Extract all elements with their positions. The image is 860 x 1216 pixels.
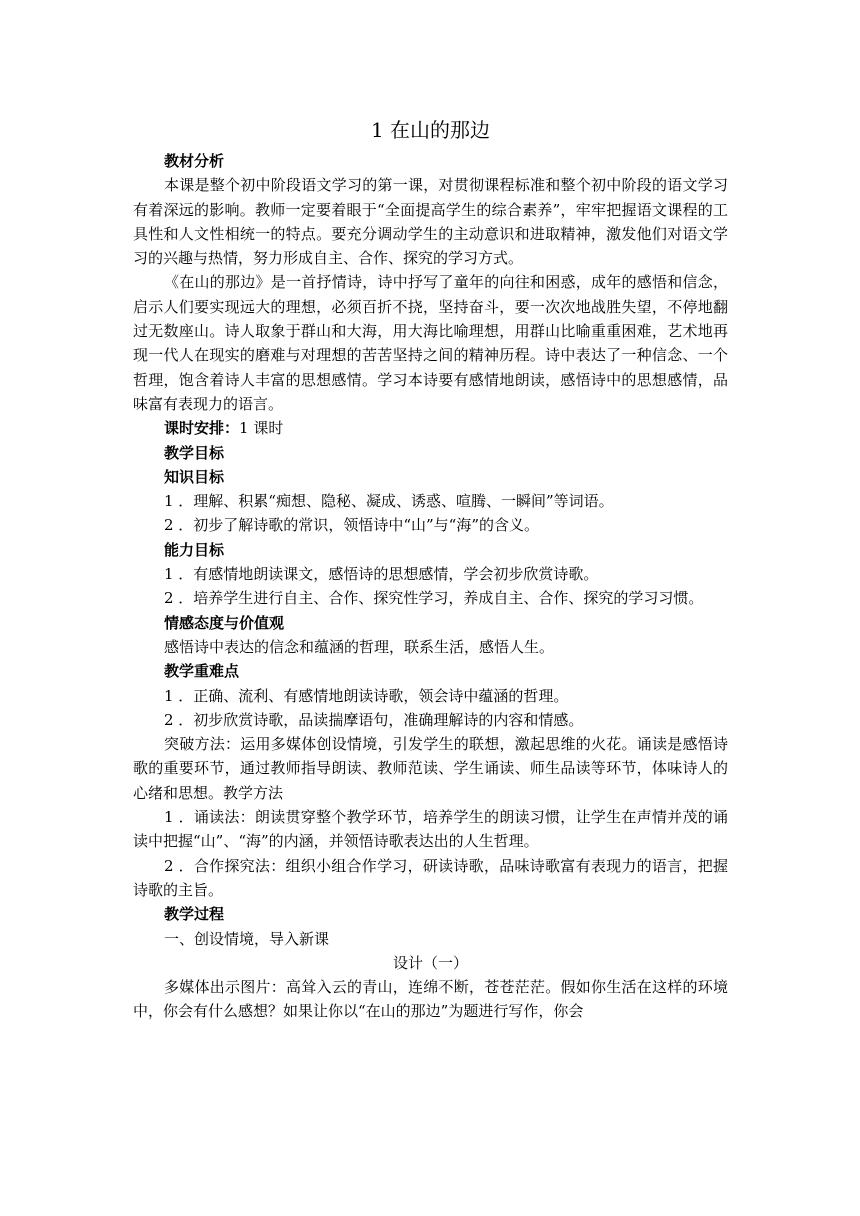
section-heading-key-points: 教学重难点 xyxy=(164,662,240,681)
design-paragraph-1: 多媒体出示图片：高耸入云的青山，连绵不断，苍苍茫茫。假如你生活在这样的环境中，你会有什么感想？如果让你以“在山的那边”为题进行写作，你会 xyxy=(133,978,728,1021)
subheading-ability: 能力目标 xyxy=(164,540,225,559)
analysis-paragraph-2: 《在山的那边》是一首抒情诗，诗中抒写了童年的向往和困惑，成年的感悟和信念，启示人们要实现远大的理想，必须百折不挠，坚持奋斗，要一次次地战胜失望，不停地翻过无数座山。诗人取象于群山和大海，用大海比喻理想，用群山比喻重重困难，艺术地再现一代人在现实的磨难与对理想的苦苦坚持之间的精神历程。诗中表达了一种信念、一个哲理，饱含着诗人丰富的思想感情。学习本诗要有感情地朗读，感悟诗中的思想感情，品味富有表现力的语言。 xyxy=(133,273,728,413)
key-point-1: 1 ．正确、流利、有感情地朗读诗歌，领会诗中蕴涵的哲理。 xyxy=(164,686,569,705)
method-item-2: 2 ．合作探究法：组织小组合作学习，研读诗歌，品味诗歌富有表现力的语言，把握诗歌的主旨。 xyxy=(133,856,728,899)
emotion-text: 感悟诗中表达的信念和蕴涵的哲理，联系生活，感悟人生。 xyxy=(164,637,555,656)
process-step-1: 一、创设情境，导入新课 xyxy=(164,929,330,948)
analysis-paragraph-1: 本课是整个初中阶段语文学习的第一课，对贯彻课程标准和整个初中阶段的语文学习有着深远的影响。教师一定要着眼于“全面提高学生的综合素养”，牢牢把握语文课程的工具性和人文性相统一的特点。要充分调动学生的主动意识和进取精神，激发他们对语文学习的兴趣与热情，努力形成自主、合作、探究的学习方式。 xyxy=(133,176,728,268)
schedule-label: 课时安排： xyxy=(164,419,240,438)
method-item-1: 1 ．诵读法：朗读贯穿整个教学环节，培养学生的朗读习惯，让学生在声情并茂的诵读中把握“山”、“海”的内涵，并领悟诗歌表达出的人生哲理。 xyxy=(133,808,728,851)
subheading-knowledge: 知识目标 xyxy=(164,467,225,486)
schedule-value: 1 课时 xyxy=(239,419,284,438)
ability-item-1: 1 ．有感情地朗读课文，感悟诗的思想感情，学会初步欣赏诗歌。 xyxy=(164,565,599,584)
knowledge-item-2: 2 ．初步了解诗歌的常识，领悟诗中“山”与“海”的含义。 xyxy=(164,516,539,535)
section-heading-process: 教学过程 xyxy=(164,905,225,924)
section-heading-goals: 教学目标 xyxy=(164,443,225,462)
section-heading-analysis: 教材分析 xyxy=(164,152,225,170)
key-point-2: 2 ．初步欣赏诗歌，品读揣摩语句，准确理解诗的内容和情感。 xyxy=(164,710,584,729)
document-body xyxy=(133,112,728,1024)
ability-item-2: 2 ．培养学生进行自主、合作、探究性学习，养成自主、合作、探究的学习习惯。 xyxy=(164,589,704,608)
knowledge-item-1: 1 ．理解、积累“痴想、隐秘、凝成、诱惑、喧腾、一瞬间”等词语。 xyxy=(164,492,614,511)
subheading-emotion: 情感态度与价值观 xyxy=(164,613,285,632)
lesson-title: 1 在山的那边 xyxy=(370,118,491,142)
design-heading-1: 设计（一） xyxy=(392,953,468,972)
breakthrough-paragraph: 突破方法：运用多媒体创设情境，引发学生的联想，激起思维的火花。诵读是感悟诗歌的重要环节，通过教师指导朗读、教师范读、学生诵读、师生品读等环节，体味诗人的心绪和思想。教学方法 xyxy=(133,735,728,802)
schedule-line xyxy=(133,416,728,440)
